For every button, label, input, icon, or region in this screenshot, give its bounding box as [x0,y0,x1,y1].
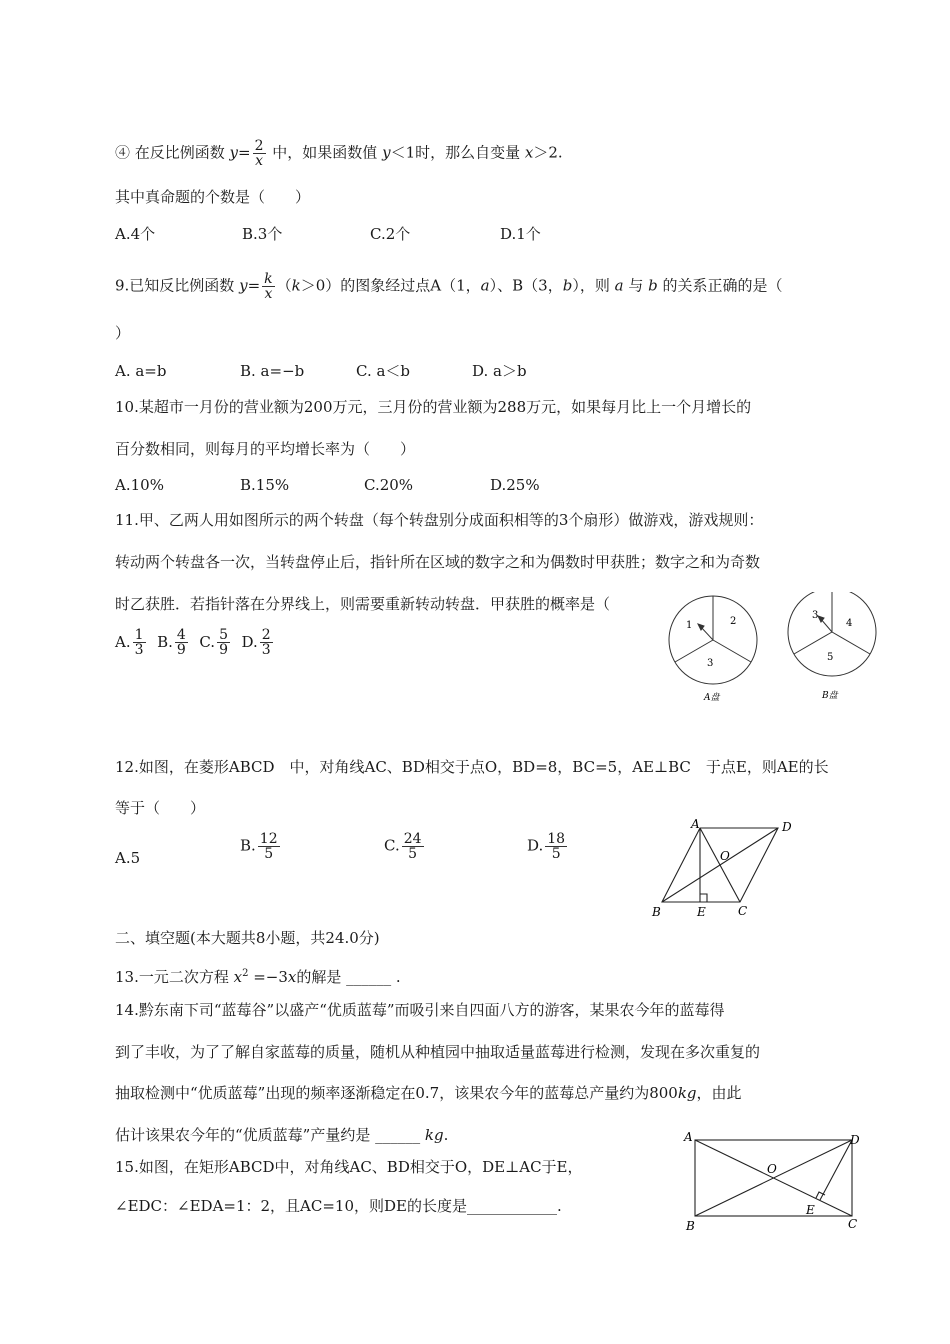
q10-option-d: D.25% [490,476,540,494]
q9-option-b: B. a=−b [240,362,305,380]
spinner-a-sector-3: 3 [707,658,714,669]
rhombus-label-e: E [697,905,706,919]
rhombus-figure [640,814,810,924]
q14-line1: 14.黔东南下司“蓝莓谷”以盛产“优质蓝莓”而吸引来自四面八方的游客，某果农今年的蓝莓得 [115,1001,725,1019]
q11-line1: 11.甲、乙两人用如图所示的两个转盘（每个转盘别分成面积相等的3个扇形）做游戏，游戏规则： [115,511,764,529]
rect-label-e: E [806,1203,815,1217]
spinner-a-sector-2: 2 [730,616,737,627]
rhombus-label-a: A [691,817,700,831]
section-title: 二、填空题(本大题共8小题，共24.0分) [115,929,380,947]
q8-item4: ④ 在反比例函数 y= $\frac{2}{x}$ 中，如果函数值 y＜1时，那么自变量 x＞2. [115,138,563,169]
q8-option-d: D.1个 [500,225,541,243]
q9-option-c: C. a＜b [356,362,411,380]
q10-option-b: B.15% [240,476,290,494]
rect-label-d: D [850,1133,860,1147]
rhombus-label-d: D [782,820,792,834]
fraction: $\frac{k}{x}$ [264,271,273,302]
q11-line3: 时乙获胜．若指针落在分界线上，则需要重新转动转盘．甲获胜的概率是（ [115,595,611,613]
spinner-b-sector-3: 3 [812,610,819,621]
rhombus-label-o: O [720,849,730,863]
q9-stem-line2: ） [115,324,131,342]
q14-line3: 抽取检测中“优质蓝莓”出现的频率逐渐稳定在0.7，该果农今年的蓝莓总产量约为800kg，由此 [115,1084,742,1102]
q11-line2: 转动两个转盘各一次，当转盘停止后，指针所在区域的数字之和为偶数时甲获胜；数字之和为奇数 [115,553,761,571]
spinner-b [788,592,876,676]
spinner-b-caption: B盘 [822,691,838,701]
q8-question: 其中真命题的个数是（ ） [115,188,311,206]
q14-line2: 到了丰收，为了了解自家蓝莓的质量，随机从种植园中抽取适量蓝莓进行检测，发现在多次重复的 [115,1043,761,1061]
q8-option-a: A.4个 [115,225,156,243]
q10-line1: 10.某超市一月份的营业额为200万元，三月份的营业额为288万元，如果每月比上一个月增长的 [115,398,752,416]
spinner-figures [660,592,890,710]
q8-option-c: C.2个 [370,225,411,243]
q11-option-c: C. $\frac{5}{9}$ [199,627,228,658]
q12-line1: 12.如图，在菱形ABCD 中，对角线AC、BD相交于点O，BD=8，BC=5，AE⊥BC 于点E，则AE的长 [115,758,829,776]
q8-option-b: B.3个 [242,225,283,243]
q12-option-c: C. $\frac{24}{5}$ [384,831,422,862]
q15-line2: ∠EDC：∠EDA=1：2，且AC=10，则DE的长度是____________. [115,1197,562,1215]
q11-options [115,628,275,657]
fraction: $\frac{2}{x}$ [254,138,264,169]
rect-label-o: O [767,1162,777,1176]
q14-line4: 估计该果农今年的“优质蓝莓”产量约是 ______ kg. [115,1126,449,1144]
rect-label-c: C [848,1217,858,1231]
q9-option-d: D. a＞b [472,362,527,380]
q10-option-a: A.10% [115,476,164,494]
spinner-a-sector-1: 1 [686,620,693,631]
spinner-b-sector-4: 4 [846,618,853,629]
q11-option-a: A. $\frac{1}{3}$ [115,627,144,658]
q9-stem: 9.已知反比例函数 y= $\frac{k}{x}$ （k＞0）的图象经过点A（1，a）、B（3，b），则 a 与 b 的关系正确的是（ [115,271,783,302]
rect-label-a: A [684,1130,693,1144]
spinner-b-sector-5: 5 [827,652,834,663]
q10-line2: 百分数相同，则每月的平均增长率为（ ） [115,440,416,458]
q12-option-b: B. $\frac{12}{5}$ [240,831,278,862]
q12-option-a: A.5 [115,849,141,867]
q10-option-c: C.20% [364,476,414,494]
q13: 13.一元二次方程 $x^2 =-3x$的解是 ______ . [115,968,401,986]
rhombus-label-c: C [738,904,748,918]
spinner-a [669,596,757,684]
q15-line1: 15.如图，在矩形ABCD中，对角线AC、BD相交于O，DE⊥AC于E， [115,1158,583,1176]
rect-label-b: B [686,1219,695,1233]
spinner-a-caption: A盘 [704,693,720,703]
q12-option-d: D. $\frac{18}{5}$ [527,831,566,862]
rhombus-label-b: B [652,905,661,919]
q11-option-b: B. $\frac{4}{9}$ [157,627,186,658]
q11-option-d: D. $\frac{2}{3}$ [241,627,271,658]
q9-option-a: A. a=b [115,362,167,380]
q12-line2: 等于（ ） [115,799,206,817]
rectangle-figure [680,1128,870,1234]
